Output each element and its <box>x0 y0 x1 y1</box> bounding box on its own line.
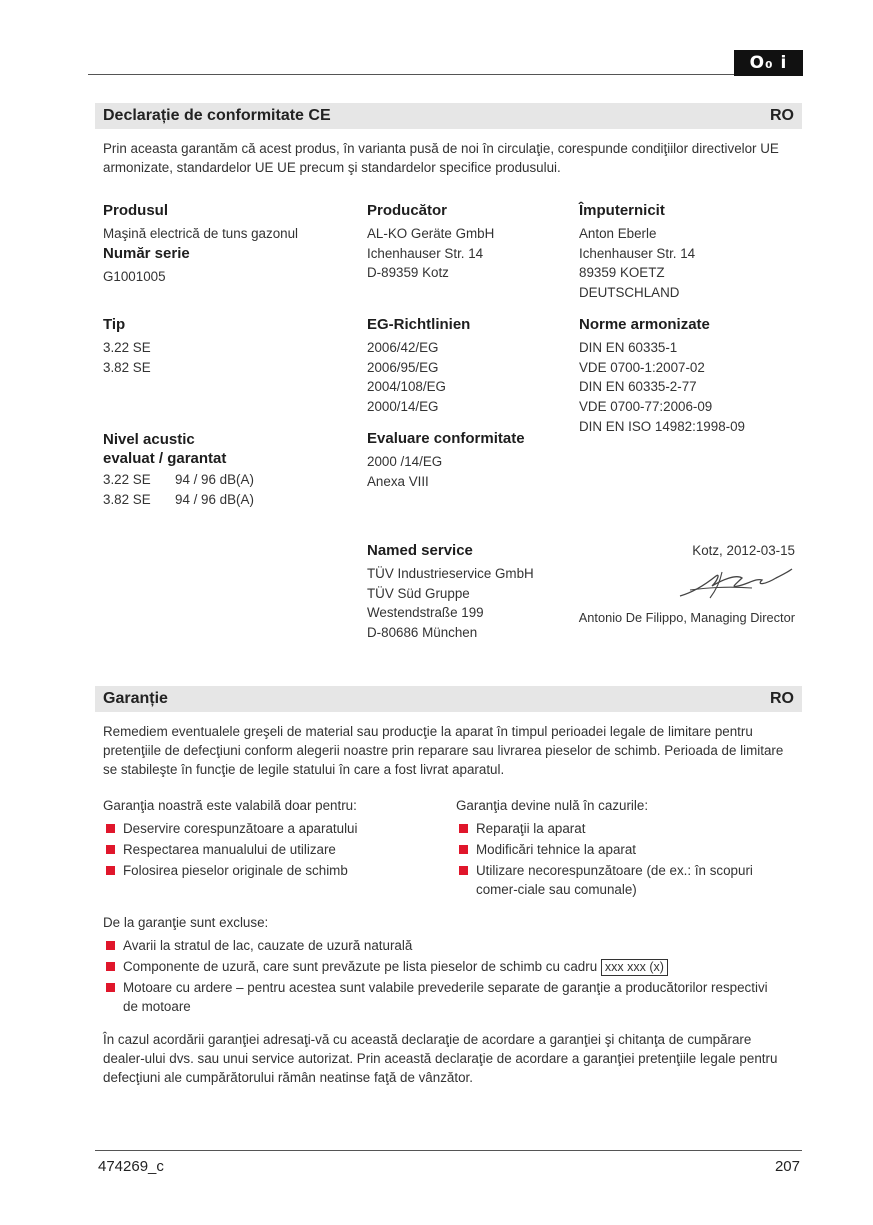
list-item: Folosirea pieselor originale de schimb <box>103 861 443 880</box>
address-line: DEUTSCHLAND <box>579 285 680 301</box>
address-line: D-89359 Kotz <box>367 265 449 281</box>
norm-item: DIN EN 60335-1 <box>579 340 678 355</box>
garantie-section-header <box>95 686 802 712</box>
excluded-title: De la garanţie sunt excluse: <box>103 915 269 930</box>
norm-item: VDE 0700-1:2007-02 <box>579 359 705 375</box>
norm-item: DIN EN 60335-2-77 <box>579 379 697 395</box>
imputernicit-label: Împuternicit <box>579 202 665 219</box>
excluded-block <box>103 913 783 1018</box>
valid-title: Garanţia noastră este valabilă doar pentru: <box>103 798 357 813</box>
tip-list <box>103 338 151 377</box>
list-item-text: Componente de uzură, care sunt prevăzute pe lista pieselor de schimb cu cadru <box>123 958 598 974</box>
directive-item: 2006/42/EG <box>367 340 439 355</box>
norm-item: VDE 0700-77:2006-09 <box>579 399 713 415</box>
nivel-value: 94 / 96 dB(A) <box>175 491 254 507</box>
norm-item: DIN EN ISO 14982:1998-09 <box>579 418 745 434</box>
address-line: TÜV Süd Gruppe <box>367 585 470 601</box>
list-item <box>103 957 783 976</box>
garantie-closing: În cazul acordării garanţiei adresaţi-vă cu această declaraţie de acordare a garanţiei şi chitanţa de cumpărare dealer-ului dvs. sau unui service autorizat. Prin această declaraţie de acordare a garanţiei pretenţiile legale pentru defecţiuni ale cumpărătorului rămân neatinse faţă de vânzător. <box>103 1032 778 1085</box>
info-icon: O₀ i <box>734 50 803 76</box>
address-line: Ichenhauser Str. 14 <box>367 245 484 261</box>
directive-item: 2006/95/EG <box>367 359 439 375</box>
list-item: Respectarea manualului de utilizare <box>103 840 443 859</box>
bottom-rule <box>95 1150 802 1151</box>
produsul-value: Maşină electrică de tuns gazonul <box>103 226 299 241</box>
language-code: RO <box>770 107 794 124</box>
evaluare-item: Anexa VIII <box>367 473 429 489</box>
list-item: Deservire corespunzătoare a aparatului <box>103 819 443 838</box>
evaluare-item: 2000 /14/EG <box>367 454 443 469</box>
nivel-acustic-label <box>103 430 226 468</box>
address-line: Ichenhauser Str. 14 <box>579 245 696 261</box>
producator-label: Producător <box>367 202 448 219</box>
null-list <box>456 819 796 899</box>
doc-number: 474269_c <box>98 1158 164 1175</box>
list-item: Reparaţii la aparat <box>456 819 796 838</box>
tip-label: Tip <box>103 316 126 333</box>
address-line: TÜV Industrieservice GmbH <box>367 566 534 581</box>
address-line: Anton Eberle <box>579 226 657 241</box>
top-rule <box>88 74 802 75</box>
numar-serie-label: Număr serie <box>103 245 190 262</box>
nivel-label-line: evaluat / garantat <box>103 450 227 467</box>
list-item: Motoare cu ardere – pentru acestea sunt valabile prevederile separate de garanţie a producătorilor respectivi de motoare <box>103 978 783 1016</box>
producator-address <box>367 224 494 283</box>
page-number: 207 <box>774 1158 800 1175</box>
named-service-label: Named service <box>367 542 473 559</box>
evaluare-list <box>367 452 442 491</box>
list-item: Modificări tehnice la aparat <box>456 840 796 859</box>
tip-item: 3.82 SE <box>103 359 151 375</box>
nivel-value: 94 / 96 dB(A) <box>175 472 254 487</box>
directive-item: 2000/14/EG <box>367 399 439 415</box>
directive-item: 2004/108/EG <box>367 379 446 395</box>
list-item: Avarii la stratul de lac, cauzate de uzură naturală <box>103 936 783 955</box>
list-item: Utilizare necorespunzătoare (de ex.: în scopuri comer-ciale sau comunale) <box>456 861 796 899</box>
address-line: AL-KO Geräte GmbH <box>367 226 495 241</box>
address-line: Westendstraße 199 <box>367 605 484 621</box>
null-block <box>456 796 796 901</box>
nivel-table <box>103 470 254 509</box>
address-line: D-80686 München <box>367 625 478 641</box>
garantie-intro: Remediem eventualele greşeli de material sau producţie la aparat în timpul perioadei legale de limitare pentru pretenţiile de defecţiuni conform alegerii noastre prin reparare sau livrarea pieselor de schimb. Perioada de limitare se stabileşte în funcţie de legile statului în care a fost livrat aparatul. <box>103 724 784 777</box>
place-date: Kotz, 2012-03-15 <box>692 543 795 558</box>
nivel-row <box>103 470 254 490</box>
frame-code: xxx xxx (x) <box>601 959 668 976</box>
imputernicit-address <box>579 224 695 303</box>
section-title: Garanție <box>103 690 168 707</box>
eg-richtlinien-label: EG-Richtlinien <box>367 316 471 333</box>
excluded-list <box>103 936 783 1016</box>
signer-name: Antonio De Filippo, Managing Director <box>578 610 795 625</box>
valid-block <box>103 796 443 882</box>
language-code: RO <box>770 690 794 707</box>
numar-serie-value: G1001005 <box>103 269 166 284</box>
eg-richtlinien-list <box>367 338 446 417</box>
address-line: 89359 KOETZ <box>579 265 665 281</box>
nivel-model: 3.82 SE <box>103 491 151 507</box>
valid-list <box>103 819 443 880</box>
evaluare-label: Evaluare conformitate <box>367 430 525 447</box>
nivel-label-line: Nivel acustic <box>103 431 195 448</box>
signature-image <box>676 566 796 602</box>
nivel-model: 3.22 SE <box>103 472 151 487</box>
named-service-address <box>367 564 534 643</box>
null-title: Garanţia devine nulă în cazurile: <box>456 798 649 813</box>
ce-section-header <box>95 103 802 129</box>
norme-label: Norme armonizate <box>579 316 710 333</box>
nivel-row <box>103 490 254 510</box>
tip-item: 3.22 SE <box>103 340 151 355</box>
produsul-label: Produsul <box>103 202 169 219</box>
section-title: Declarație de conformitate CE <box>103 107 331 124</box>
ce-intro: Prin aceasta garantăm că acest produs, în varianta pusă de noi în circulaţie, corespunde condiţiilor directivelor UE armonizate, standardelor UE UE precum şi standardelor specifice produsului. <box>103 141 779 175</box>
norme-list <box>579 338 745 437</box>
